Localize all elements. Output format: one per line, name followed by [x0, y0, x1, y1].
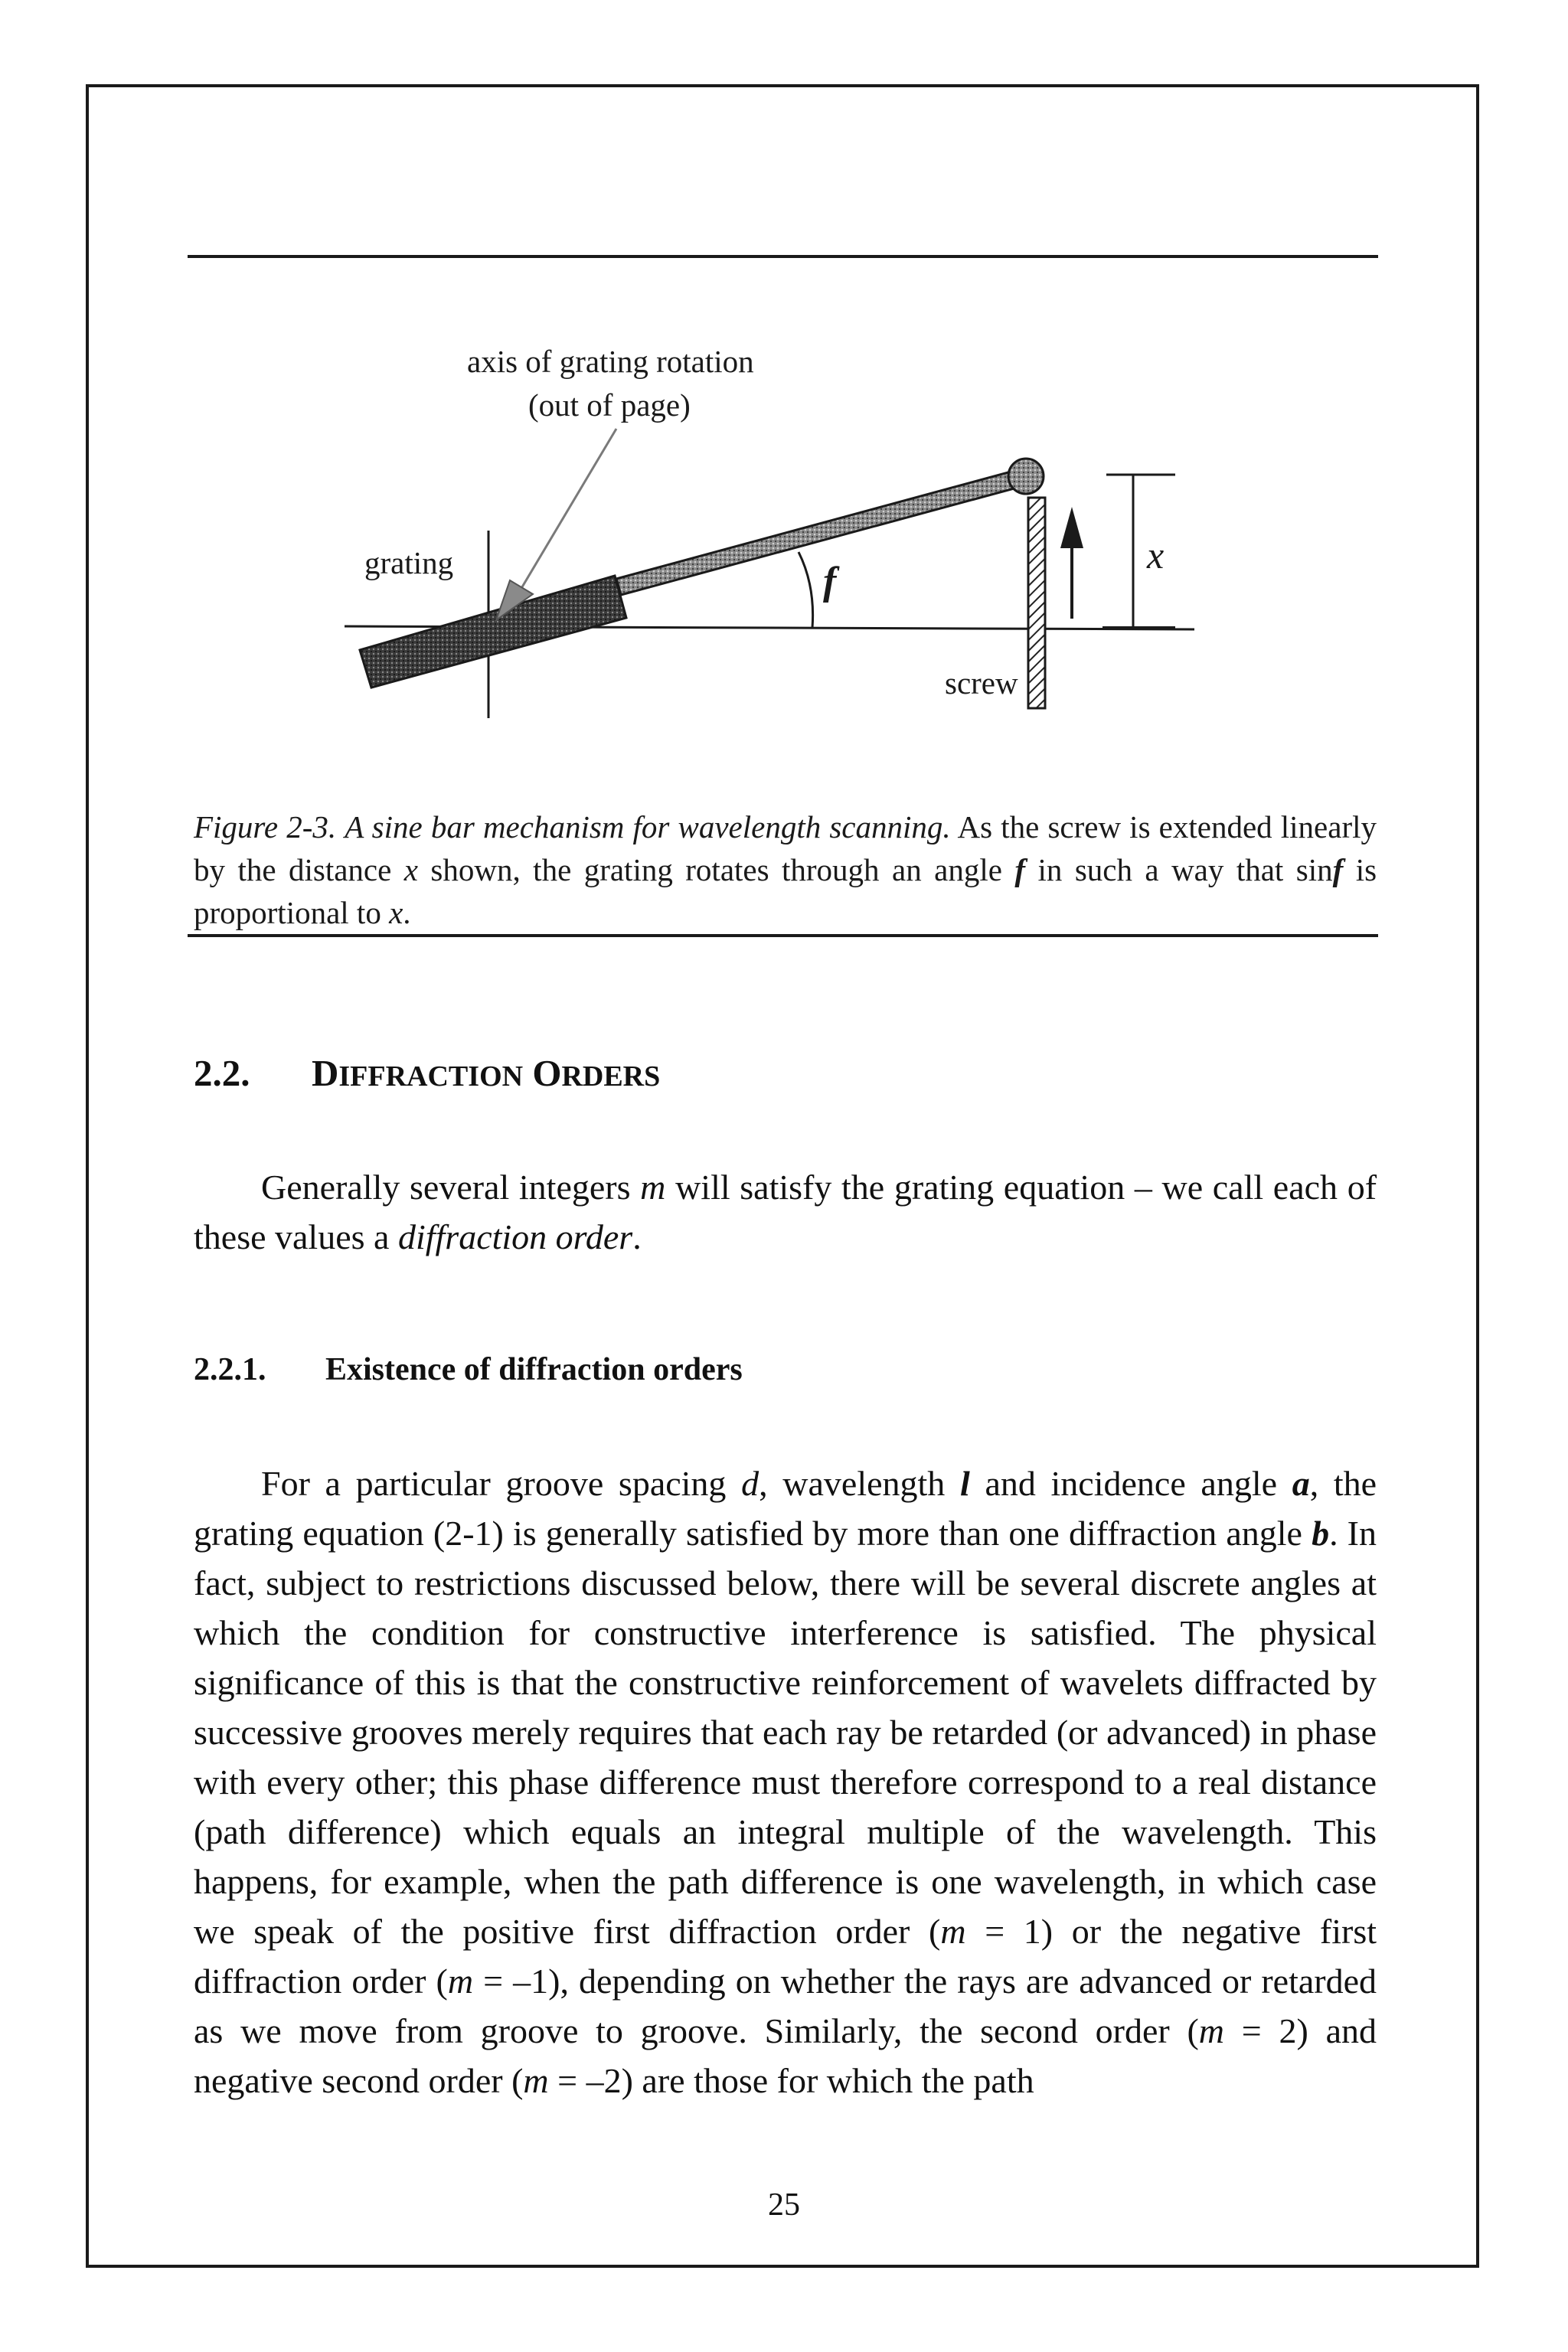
- figure-bottom-rule: [188, 934, 1378, 937]
- body-paragraph: [194, 1459, 1377, 2105]
- variable-m: m: [447, 1962, 474, 2001]
- caption-text: is proportional to: [194, 852, 1377, 930]
- paragraph-text: . In fact, subject to restrictions discussed below, there will be several discrete angles at which the condition for constructive interference is satisfied. The physical significance of this is that the constructive reinforcement of wavelets diffracted by successive grooves merely requires that each ray be retarded (or advanced) in phase with every other; this phase difference must therefore correspond to a real distance (path difference) which equals an integral multiple of the wavelength. This happens, for example, when the path difference is one wavelength, in which case we speak of the positive first diffraction order (: [194, 1514, 1377, 1951]
- caption-var-f: f: [1014, 852, 1026, 887]
- paragraph-text: = 1) or the negative first diffraction order (: [194, 1912, 1377, 2001]
- sine-bar-diagram: [0, 0, 1568, 766]
- subsection-heading: [194, 1351, 743, 1388]
- paragraph-text: , wavelength: [759, 1464, 946, 1503]
- paragraph-text: Generally several integers: [261, 1168, 631, 1207]
- section-number: 2.2.: [194, 1052, 250, 1094]
- section-title: D: [312, 1052, 339, 1094]
- paragraph-text: = 2) and negative second order (: [194, 2011, 1377, 2100]
- caption-var-x: x: [403, 852, 418, 887]
- angle-arc: [799, 552, 813, 628]
- bar-pivot-ball: [1008, 459, 1044, 494]
- variable-m: m: [940, 1912, 966, 1951]
- caption-var-f: f: [1332, 852, 1344, 887]
- paragraph-text: For a particular groove spacing: [261, 1464, 727, 1503]
- caption-text: As the screw is extended linearly by the distance: [194, 809, 1377, 887]
- term-diffraction-order: diffraction order: [397, 1217, 633, 1256]
- axis-label-line1: axis of grating rotation: [467, 344, 754, 379]
- variable-d: d: [741, 1464, 760, 1503]
- axis-label-leader: [521, 429, 616, 590]
- variable-beta: b: [1312, 1514, 1330, 1553]
- variable-m: m: [1198, 2011, 1225, 2050]
- up-arrow-icon: [1060, 507, 1083, 548]
- axis-label-line2: (out of page): [528, 387, 691, 423]
- paragraph-text: = –2) are those for which the path: [557, 2061, 1034, 2100]
- paragraph-text: , the grating equation (2-1) is generally satisfied by more than one diffraction angle: [194, 1464, 1377, 1553]
- page-number: 25: [768, 2187, 800, 2223]
- paragraph-text: .: [632, 1217, 642, 1256]
- screw-label: screw: [945, 665, 1018, 701]
- distance-symbol: x: [1147, 534, 1165, 577]
- caption-text: in such a way that sin: [1037, 852, 1333, 887]
- caption-text: shown, the grating rotates through an angle: [430, 852, 1002, 887]
- variable-alpha: a: [1292, 1464, 1310, 1503]
- grating-block: [360, 576, 626, 688]
- caption-text: .: [403, 895, 411, 930]
- angle-symbol: f: [823, 560, 837, 603]
- section-title: RDERS: [561, 1060, 661, 1093]
- caption-figure-number: Figure 2-3.: [194, 809, 337, 844]
- grating-label: grating: [364, 545, 454, 580]
- paragraph-text: will satisfy the grating equation – we call each of these values a: [194, 1168, 1377, 1256]
- variable-m: m: [523, 2061, 549, 2100]
- subsection-title: Existence of diffraction orders: [325, 1352, 743, 1387]
- figure-caption: [194, 805, 1377, 934]
- subsection-number: 2.2.1.: [194, 1352, 266, 1387]
- paragraph-text: = –1), depending on whether the rays are advanced or retarded as we move from groove to groove. Similarly, the second order (: [194, 1962, 1377, 2050]
- section-title: IFFRACTION: [338, 1060, 524, 1093]
- sine-bar-arm: [616, 469, 1028, 595]
- caption-figure-title: A sine bar mechanism for wavelength scanning.: [345, 809, 951, 844]
- paragraph-text: and incidence angle: [985, 1464, 1278, 1503]
- section-title: O: [532, 1052, 562, 1094]
- variable-lambda: l: [959, 1464, 970, 1503]
- variable-m: m: [640, 1168, 666, 1207]
- intro-paragraph: [194, 1162, 1377, 1262]
- section-heading: [194, 1051, 660, 1095]
- caption-var-x: x: [389, 895, 403, 930]
- screw-rod: [1028, 498, 1045, 708]
